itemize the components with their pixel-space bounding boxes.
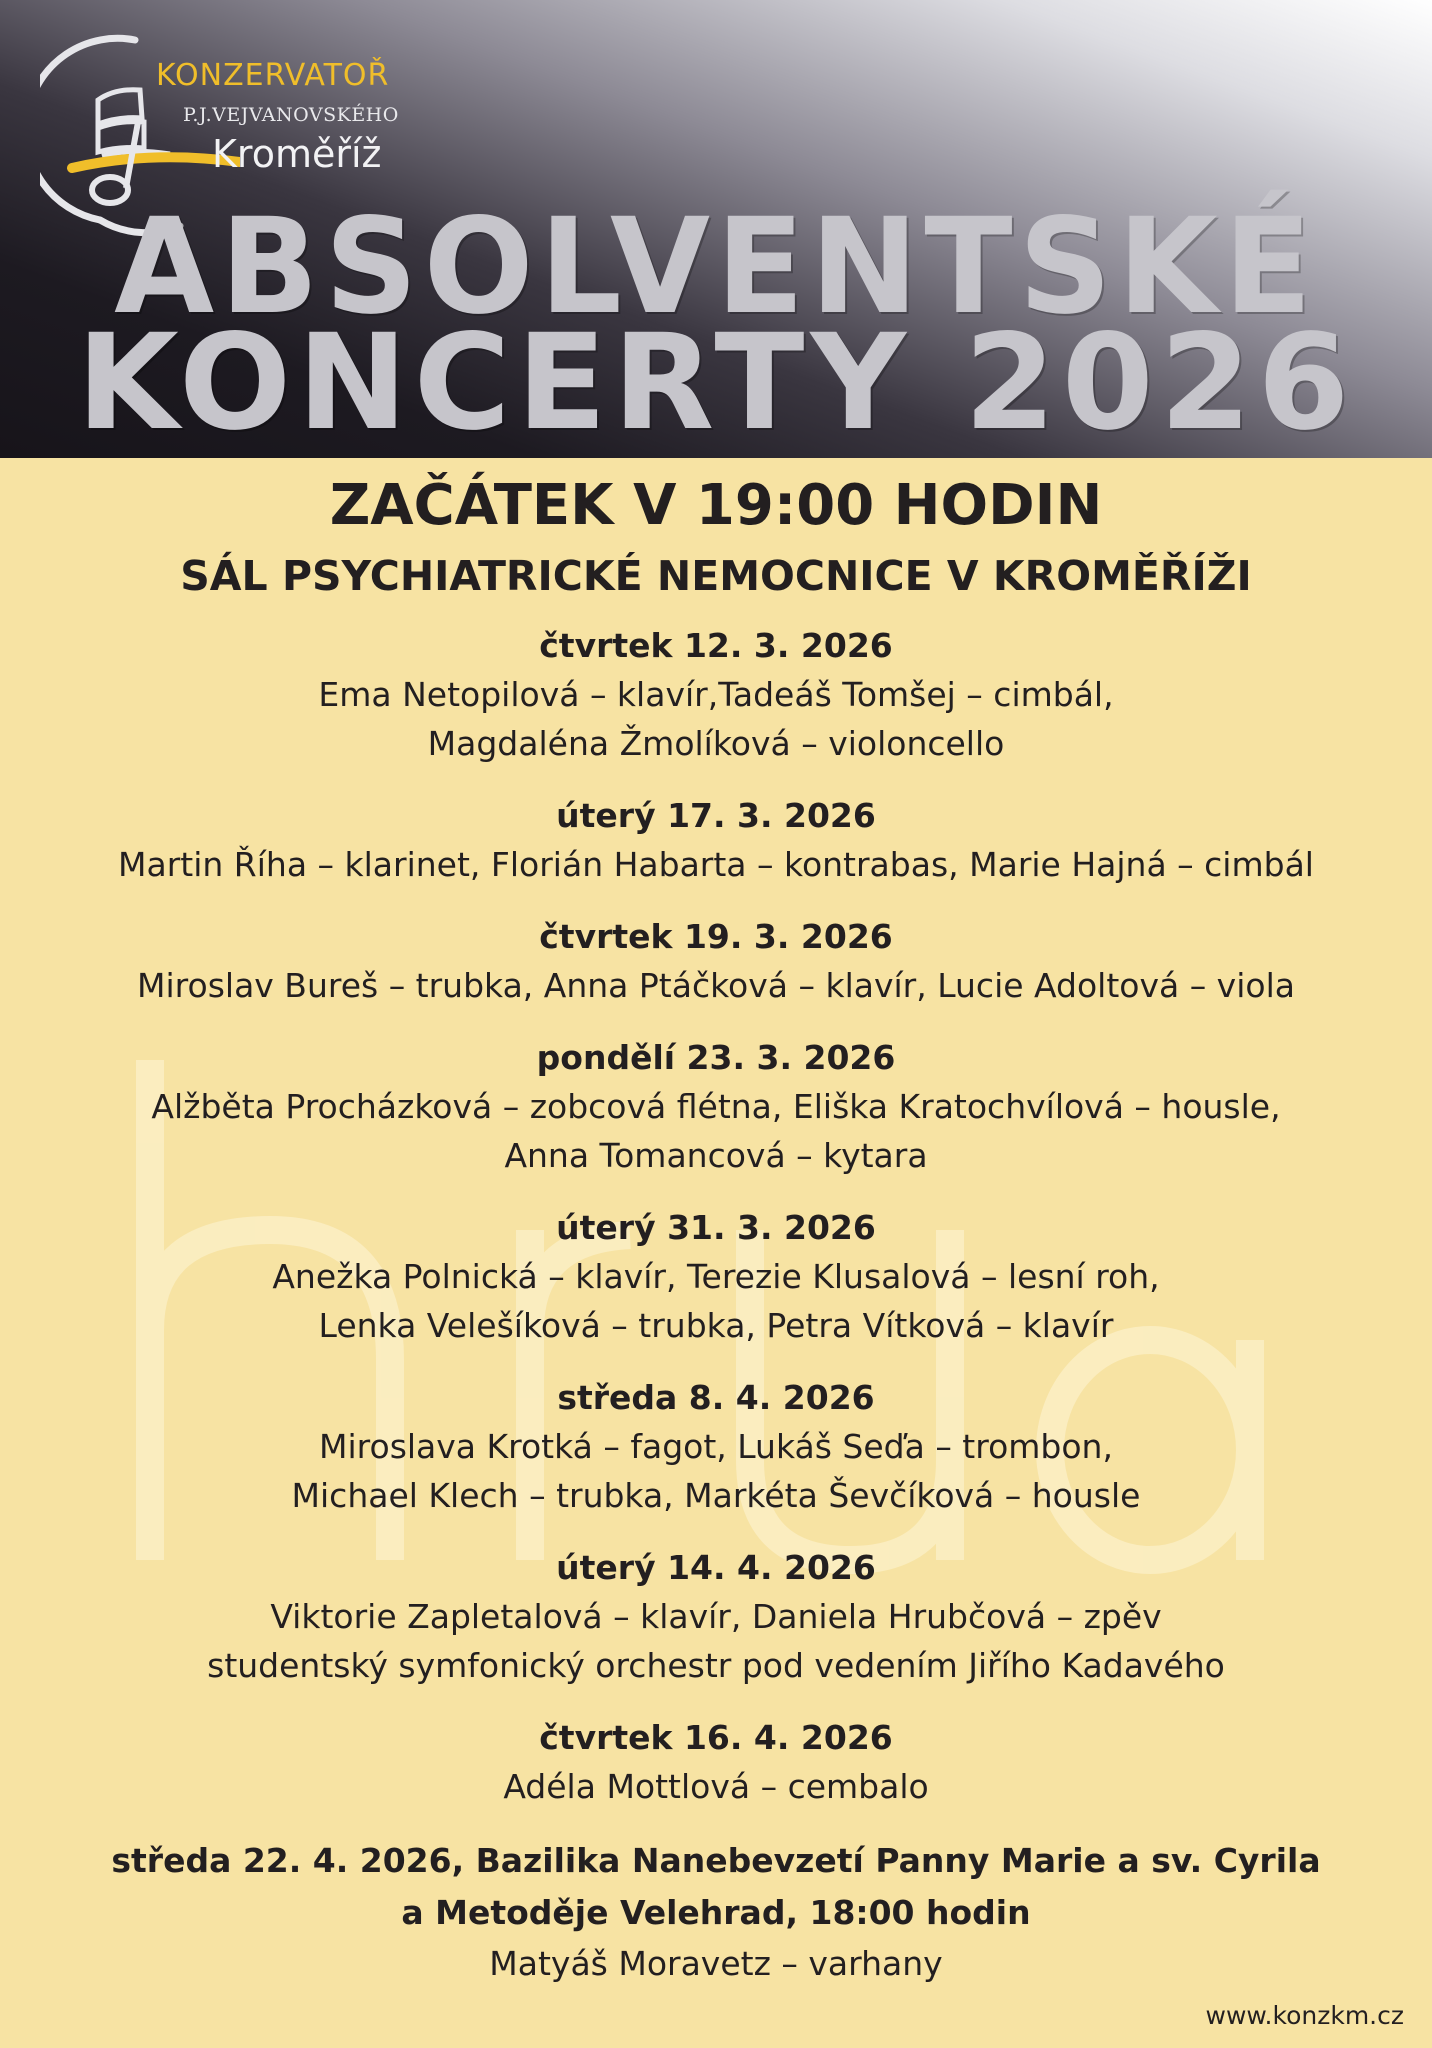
concert-date: čtvrtek 19. 3. 2026	[539, 917, 893, 956]
concert-performers: studentský symfonický orchestr pod vedením Jiřího Kadavého	[207, 1646, 1225, 1685]
concert-performers: Magdaléna Žmolíková – violoncello	[427, 724, 1005, 763]
concert-performers: Martin Říha – klarinet, Florián Habarta – kontrabas, Marie Hajná – cimbál	[118, 845, 1314, 884]
concert-performers: Michael Klech – trubka, Markéta Ševčíková – housle	[291, 1476, 1141, 1515]
final-concert-venue-time: a Metoděje Velehrad, 18:00 hodin	[401, 1893, 1031, 1932]
concert-item	[0, 792, 1432, 889]
final-concert-performer: Matyáš Moravetz – varhany	[489, 1944, 943, 1983]
concert-performers: Anna Tomancová – kytara	[504, 1136, 928, 1175]
concert-date: úterý 17. 3. 2026	[556, 796, 876, 835]
website-link[interactable]: www.konzkm.cz	[1205, 2001, 1404, 2030]
concert-item	[0, 1034, 1432, 1180]
final-concert-item	[0, 1835, 1432, 1989]
concert-performers: Viktorie Zapletalová – klavír, Daniela Hrubčová – zpěv	[270, 1597, 1162, 1636]
concert-item	[0, 622, 1432, 768]
concert-date: úterý 14. 4. 2026	[556, 1548, 876, 1587]
concert-performers: Anežka Polnická – klavír, Terezie Klusalová – lesní roh,	[272, 1257, 1160, 1296]
logo-kromeriz: Kroměříž	[212, 132, 382, 176]
venue-subheadline: SÁL PSYCHIATRICKÉ NEMOCNICE V KROMĚŘÍŽI	[180, 552, 1252, 600]
concert-item	[0, 1204, 1432, 1350]
final-concert-date-venue: středa 22. 4. 2026, Bazilika Nanebevzetí Panny Marie a sv. Cyrila	[111, 1841, 1321, 1880]
logo-konzervator: KONZERVATOŘ	[156, 58, 390, 93]
concert-date: čtvrtek 12. 3. 2026	[539, 626, 893, 665]
concert-date: úterý 31. 3. 2026	[556, 1208, 876, 1247]
concert-item	[0, 1544, 1432, 1690]
logo-vejvanovskeho: P.J.VEJVANOVSKÉHO	[183, 104, 399, 126]
start-time-headline: ZAČÁTEK V 19:00 HODIN	[329, 473, 1103, 538]
concert-performers: Miroslav Bureš – trubka, Anna Ptáčková – klavír, Lucie Adoltová – viola	[137, 966, 1295, 1005]
concert-date: středa 8. 4. 2026	[557, 1378, 875, 1417]
concert-performers: Ema Netopilová – klavír,Tadeáš Tomšej – cimbál,	[318, 675, 1114, 714]
concert-list	[0, 622, 1432, 1989]
program-content	[0, 470, 1432, 2013]
header-banner	[0, 0, 1432, 458]
concert-performers: Lenka Velešíková – trubka, Petra Vítková – klavír	[318, 1306, 1114, 1345]
concert-item	[0, 913, 1432, 1010]
title-line-2: KONCERTY 2026	[76, 306, 1356, 458]
concert-performers: Miroslava Krotká – fagot, Lukáš Seďa – trombon,	[319, 1427, 1113, 1466]
concert-date: pondělí 23. 3. 2026	[536, 1038, 896, 1077]
concert-performers: Adéla Mottlová – cembalo	[503, 1767, 929, 1806]
concert-performers: Alžběta Procházková – zobcová flétna, Eliška Kratochvílová – housle,	[151, 1087, 1281, 1126]
concert-item	[0, 1374, 1432, 1520]
concert-date: čtvrtek 16. 4. 2026	[539, 1718, 893, 1757]
title-line-1: ABSOLVENTSKÉ	[114, 190, 1318, 344]
concert-item	[0, 1714, 1432, 1811]
